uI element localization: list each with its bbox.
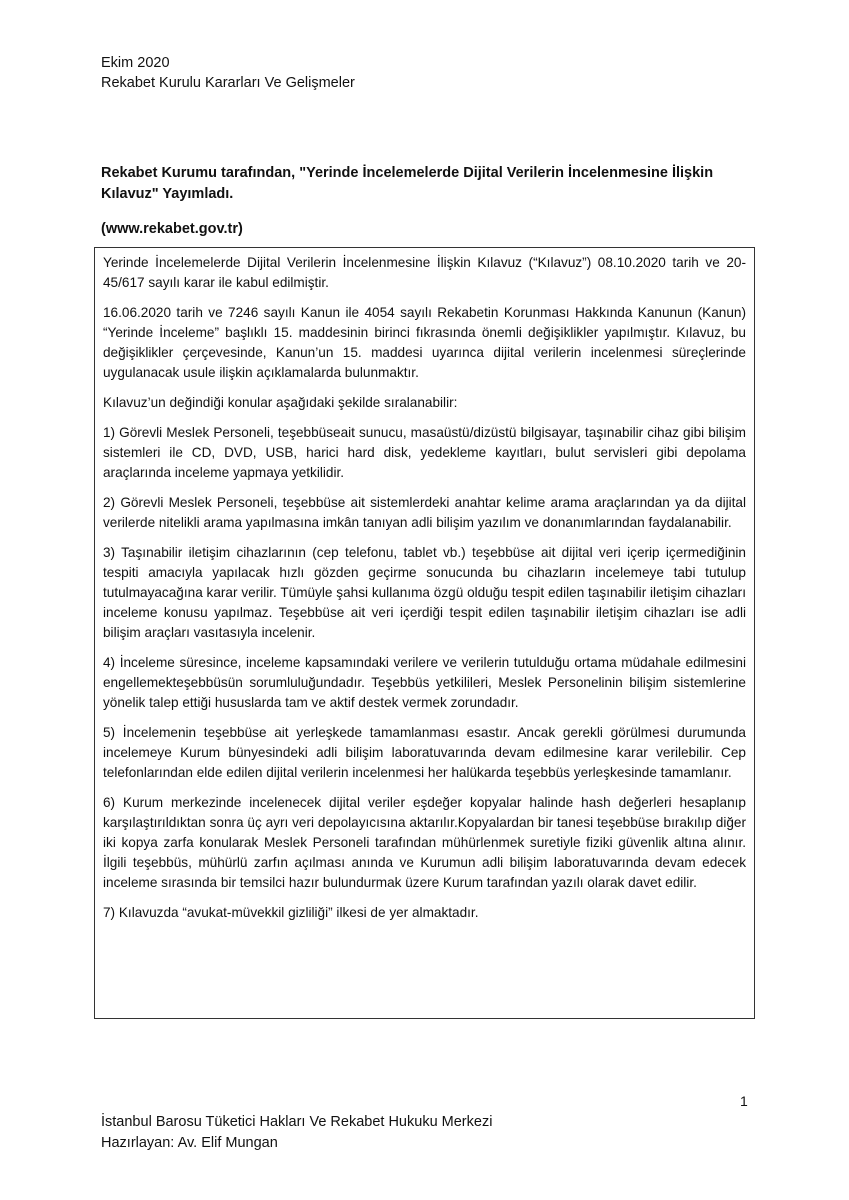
footer-organization: İstanbul Barosu Tüketici Hakları Ve Rekabet Hukuku Merkezi — [101, 1114, 493, 1130]
footer-author: Hazırlayan: Av. Elif Mungan — [101, 1135, 278, 1151]
header-date: Ekim 2020 — [101, 55, 170, 71]
list-item: 6) Kurum merkezinde incelenecek dijital veriler eşdeğer kopyalar halinde hash değerleri hesaplanıp karşılaştırıldıktan sonra üç ayrı veri depolayıcısına aktarılır.Kopyalardan bir tanesi teşebbüse bırakılıp diğer iki kopya zarfa konularak Meslek Personeli tarafından mühürlenmek suretiyle fiziki güvenlik altına alınır. İlgili teşebbüs, mühürlü zarfın açılması anında ve Kurumun adli bilişim laboratuvarında devam edecek inceleme sırasında bir temsilci hazır bulundurmak üzere Kurum tarafından yazılı olarak davet edilir. — [103, 795, 746, 890]
article-headline: Rekabet Kurumu tarafından, "Yerinde İncelemelerde Dijital Verilerin İncelenmesine İlişkin Kılavuz" Yayımladı. — [101, 165, 714, 202]
list-item: 2) Görevli Meslek Personeli, teşebbüse ait sistemlerdeki anahtar kelime arama araçlarından ya da dijital verilerde nitelikli arama yapılmasına imkân tanıyan adli bilişim yazılım ve donanımlarından faydalanabilir. — [103, 495, 746, 530]
list-item: 7) Kılavuzda “avukat-müvekkil gizliliği” ilkesi de yer almaktadır. — [103, 905, 479, 920]
list-item: 5) İncelemenin teşebbüse ait yerleşkede tamamlanması esastır. Ancak gerekli görülmesi durumunda incelemeye Kurum bünyesindeki adli bilişim laboratuvarında devam edilmesine karar verilebilir. Cep telefonlarından elde edilen dijital verilerin incelenmesi her halükarda teşebbüs yerleşkesinde tamamlanır. — [103, 725, 746, 780]
body-paragraph: Yerinde İncelemelerde Dijital Verilerin İncelenmesine İlişkin Kılavuz (“Kılavuz”) 08.10.2020 tarih ve 20-45/617 sayılı karar ile kabul edilmiştir. — [103, 255, 746, 290]
list-item: 4) İnceleme süresince, inceleme kapsamındaki verilere ve verilerin tutulduğu ortama müdahale edilmesini engellemekteşebbüsün sorumluluğundadır. Teşebbüs yetkilileri, Meslek Personelinin bilişim sistemlerine yönelik talep ettiği hususlarda tam ve aktif destek vermek zorundadır. — [103, 655, 746, 710]
body-paragraph: 16.06.2020 tarih ve 7246 sayılı Kanun ile 4054 sayılı Rekabetin Korunması Hakkında Kanunun (Kanun) “Yerinde İnceleme” başlıklı 15. maddesinin birinci fıkrasında önemli değişiklikler yapılmıştır. Kılavuz, bu değişiklikler çerçevesinde, Kanun’un 15. maddesi uyarınca dijital verilerin incelenmesi süreçlerinde uygulanacak usule ilişkin açıklamalarda bulunmaktır. — [103, 305, 746, 380]
article-source-link[interactable]: (www.rekabet.gov.tr) — [101, 221, 243, 237]
header-title: Rekabet Kurulu Kararları Ve Gelişmeler — [101, 75, 355, 91]
article-body-box — [94, 247, 755, 1019]
page-footer — [101, 1112, 492, 1154]
page-header — [101, 53, 355, 93]
list-item: 1) Görevli Meslek Personeli, teşebbüseait sunucu, masaüstü/dizüstü bilgisayar, taşınabilir cihaz gibi bilişim sistemleri ile CD, DVD, USB, harici hard disk, yedekleme kayıtları, bulut servisleri gibi depolama araçlarında inceleme yapmaya yetkilidir. — [103, 425, 746, 480]
page-number: 1 — [740, 1093, 748, 1109]
list-item: 3) Taşınabilir iletişim cihazlarının (cep telefonu, tablet vb.) teşebbüse ait dijital veri içerip içermediğinin tespiti amacıyla yapılacak hızlı gözden geçirme sonucunda bu cihazların incelemeye tabi tutulup tutulmayacağına karar verilir. Tümüyle şahsi kullanıma özgü olduğu tespit edilen taşınabilir iletişim cihazları inceleme konusu yapılmaz. Teşebbüse ait veri içerdiği tespit edilen taşınabilir iletişim cihazları ise adli bilişim araçları vasıtasıyla incelenir. — [103, 545, 746, 640]
body-paragraph: Kılavuz’un değindiği konular aşağıdaki şekilde sıralanabilir: — [103, 395, 458, 410]
